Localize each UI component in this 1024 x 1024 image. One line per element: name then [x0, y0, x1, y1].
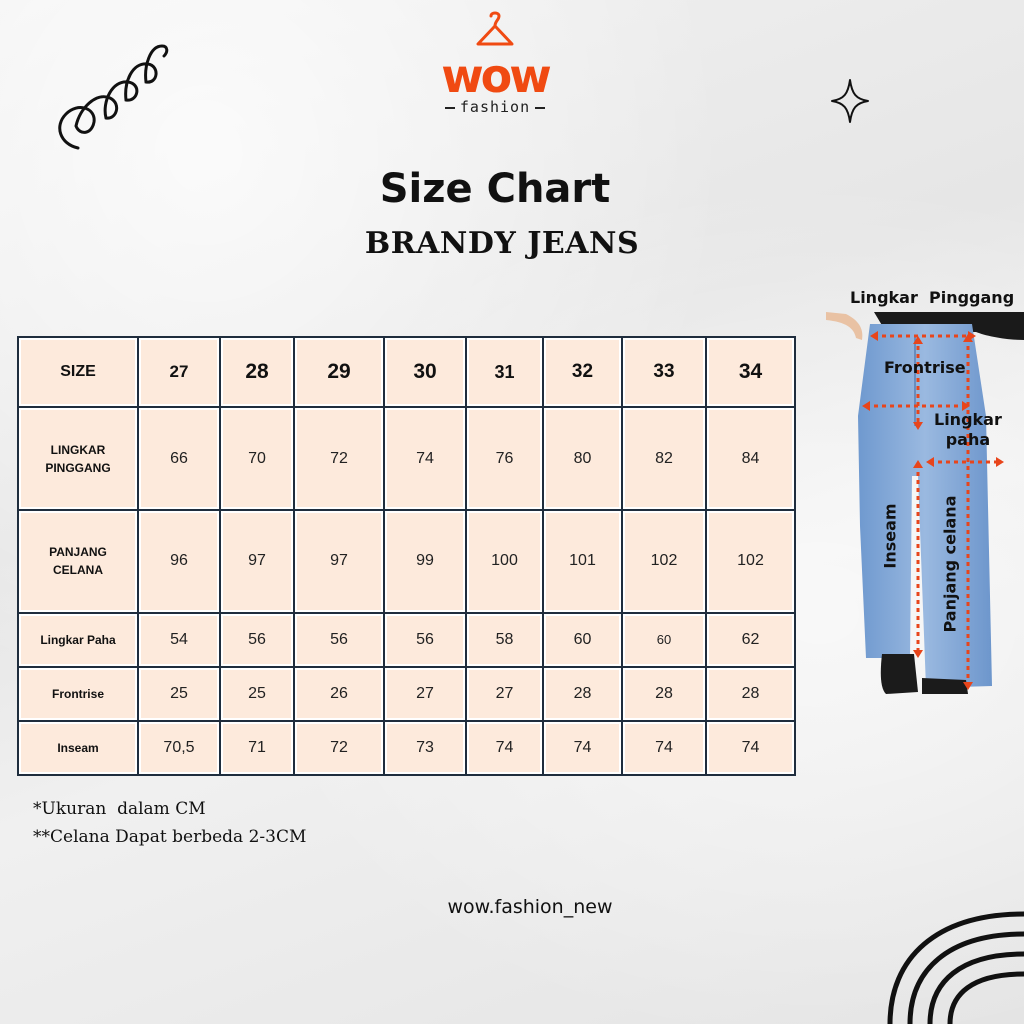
table-row [18, 613, 795, 667]
table-cell: 70 [220, 407, 294, 510]
table-cell: 71 [220, 721, 294, 775]
label-frontrise: Frontrise [884, 358, 966, 377]
squiggle-decoration [50, 22, 170, 154]
table-cell: 96 [138, 510, 220, 613]
hanger-icon [475, 10, 515, 50]
table-cell: 54 [138, 613, 220, 667]
table-cell: 72 [294, 721, 384, 775]
notes [33, 795, 306, 851]
size-header-cell: 32 [543, 337, 622, 407]
row-label: Lingkar Paha [18, 613, 138, 667]
table-cell: 56 [384, 613, 466, 667]
table-cell: 28 [622, 667, 706, 721]
table-cell: 56 [294, 613, 384, 667]
label-panjang-celana: Panjang celana [940, 495, 960, 633]
table-cell: 28 [543, 667, 622, 721]
table-cell: 56 [220, 613, 294, 667]
table-cell: 74 [706, 721, 795, 775]
row-label: PANJANG CELANA [18, 510, 138, 613]
table-row [18, 721, 795, 775]
table-cell: 99 [384, 510, 466, 613]
table-cell: 74 [384, 407, 466, 510]
header-cell: SIZE [18, 337, 138, 407]
product-name: BRANDY JEANS [364, 226, 640, 261]
size-header-cell: 28 [220, 337, 294, 407]
table-cell: 27 [466, 667, 543, 721]
table-cell: 72 [294, 407, 384, 510]
table-cell: 74 [622, 721, 706, 775]
page-title: Size Chart [379, 166, 611, 212]
table-cell: 97 [294, 510, 384, 613]
row-label: Frontrise [18, 667, 138, 721]
table-cell: 27 [384, 667, 466, 721]
instagram-handle: wow.fashion_new [447, 896, 613, 918]
row-label: LINGKAR PINGGANG [18, 407, 138, 510]
table-cell: 60 [543, 613, 622, 667]
table-cell: 80 [543, 407, 622, 510]
size-header-cell: 34 [706, 337, 795, 407]
table-cell: 70,5 [138, 721, 220, 775]
table-cell: 74 [543, 721, 622, 775]
table-cell: 60 [622, 613, 706, 667]
rainbow-arcs-decoration [876, 908, 1024, 1024]
size-header-cell: 29 [294, 337, 384, 407]
table-cell: 101 [543, 510, 622, 613]
table-cell: 26 [294, 667, 384, 721]
sparkle-icon [830, 78, 870, 124]
table-cell: 82 [622, 407, 706, 510]
label-inseam: Inseam [880, 503, 900, 569]
table-row [18, 407, 795, 510]
note-line: **Celana Dapat berbeda 2-3CM [33, 827, 307, 847]
label-lingkar-pinggang: Lingkar Pinggang [850, 288, 1015, 307]
table-cell: 102 [706, 510, 795, 613]
table-row [18, 667, 795, 721]
table-cell: 28 [706, 667, 795, 721]
table-cell: 84 [706, 407, 795, 510]
size-header-cell: 27 [138, 337, 220, 407]
brand-logo [428, 10, 562, 120]
table-row [18, 510, 795, 613]
size-header-cell: 33 [622, 337, 706, 407]
table-cell: 73 [384, 721, 466, 775]
jeans-figure [826, 276, 1024, 706]
size-chart-table [17, 336, 796, 776]
size-header-cell: 30 [384, 337, 466, 407]
note-line: *Ukuran dalam CM [33, 799, 206, 819]
logo-tagline: fashion [428, 98, 562, 116]
table-cell: 66 [138, 407, 220, 510]
table-cell: 25 [138, 667, 220, 721]
label-lingkar-paha: Lingkar paha [934, 410, 1002, 449]
table-header-row [18, 337, 795, 407]
table-cell: 102 [622, 510, 706, 613]
table-cell: 74 [466, 721, 543, 775]
table-cell: 97 [220, 510, 294, 613]
table-cell: 25 [220, 667, 294, 721]
row-label: Inseam [18, 721, 138, 775]
table-cell: 100 [466, 510, 543, 613]
table-cell: 62 [706, 613, 795, 667]
logo-wordmark: wow [441, 49, 549, 103]
size-header-cell: 31 [466, 337, 543, 407]
jeans-measurement-illustration [826, 276, 1024, 706]
table-cell: 58 [466, 613, 543, 667]
table-cell: 76 [466, 407, 543, 510]
